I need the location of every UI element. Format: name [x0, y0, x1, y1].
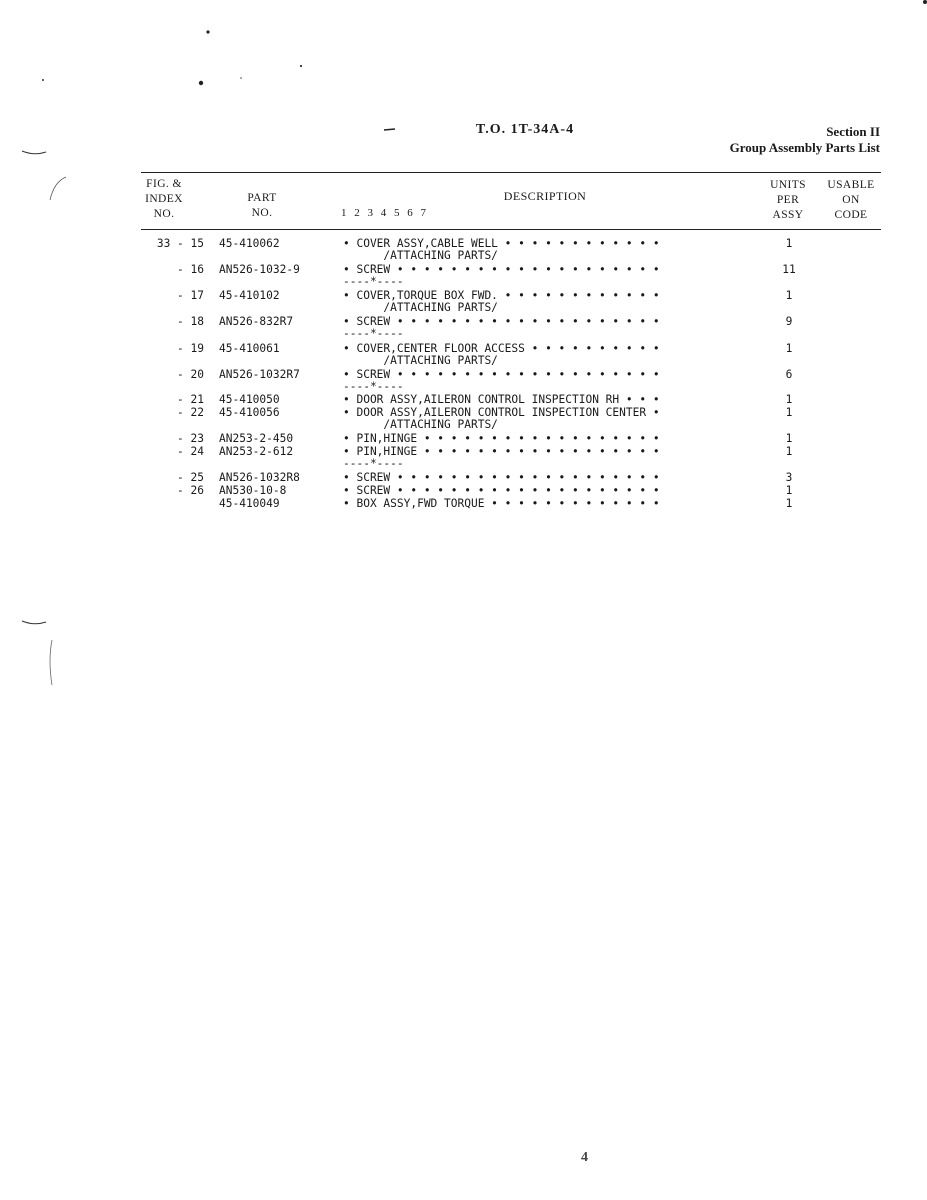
fig-index-cell: - 25: [177, 471, 204, 484]
part-number-cell: AN253-2-612: [219, 445, 294, 458]
description-cell: • PIN,HINGE • • • • • • • • • • • • • • • • • •: [343, 445, 660, 458]
fig-index-cell: - 22: [177, 406, 204, 419]
description-cell: • COVER,CENTER FLOOR ACCESS • • • • • • • • • •: [343, 342, 660, 355]
description-cell: • COVER ASSY,CABLE WELL • • • • • • • • • • • •: [343, 237, 660, 250]
fig-index-cell: - 16: [177, 263, 204, 276]
description-cell: ----*----: [343, 275, 404, 288]
usable-line-1: USABLE: [827, 179, 875, 191]
column-header-part: [226, 191, 298, 221]
description-cell: • SCREW • • • • • • • • • • • • • • • • • • • •: [343, 368, 660, 381]
usable-line-2: ON: [842, 194, 860, 206]
indent-level-digits: 1 2 3 4 5 6 7: [341, 207, 429, 219]
units-per-assy-cell: 1: [785, 237, 793, 250]
units-per-assy-cell: 1: [785, 484, 793, 497]
part-number-cell: AN530-10-8: [219, 484, 287, 497]
fig-index-cell: - 20: [177, 368, 204, 381]
part-number-cell: 45-410049: [219, 497, 280, 510]
page-title: T.O. 1T-34A-4: [475, 122, 575, 137]
units-line-1: UNITS: [770, 179, 806, 191]
description-cell: • PIN,HINGE • • • • • • • • • • • • • • • • • •: [343, 432, 660, 445]
fig-index-line-3: NO.: [153, 208, 175, 220]
units-per-assy-cell: 9: [785, 315, 793, 328]
description-cell: ----*----: [343, 380, 404, 393]
section-label: Section II: [826, 124, 880, 139]
part-line-2: NO.: [251, 207, 273, 219]
part-number-cell: 45-410056: [219, 406, 280, 419]
section-subtitle: Group Assembly Parts List: [729, 140, 880, 155]
part-number-cell: 45-410061: [219, 342, 280, 355]
description-cell: ----*----: [343, 457, 404, 470]
fig-index-line-1: FIG. &: [146, 178, 182, 190]
description-cell: • SCREW • • • • • • • • • • • • • • • • • • • •: [343, 471, 660, 484]
part-number-cell: AN526-1032R7: [219, 368, 300, 381]
table-top-rule: [141, 172, 881, 173]
fig-index-cell: - 18: [177, 315, 204, 328]
units-per-assy-cell: 6: [785, 368, 793, 381]
description-cell: • COVER,TORQUE BOX FWD. • • • • • • • • • • • •: [343, 289, 660, 302]
units-per-assy-cell: 1: [785, 342, 793, 355]
usable-line-3: CODE: [834, 209, 868, 221]
part-number-cell: AN253-2-450: [219, 432, 294, 445]
description-cell: • SCREW • • • • • • • • • • • • • • • • • • • •: [343, 263, 660, 276]
description-cell: • BOX ASSY,FWD TORQUE • • • • • • • • • • • • •: [343, 497, 660, 510]
fig-index-cell: - 21: [177, 393, 204, 406]
units-per-assy-cell: 1: [785, 393, 793, 406]
part-line-1: PART: [247, 192, 277, 204]
fig-index-line-2: INDEX: [145, 193, 183, 205]
fig-index-cell: - 26: [177, 484, 204, 497]
description-cell: /ATTACHING PARTS/: [343, 249, 498, 262]
units-line-3: ASSY: [772, 209, 804, 221]
units-per-assy-cell: 1: [785, 497, 793, 510]
fig-index-cell: - 23: [177, 432, 204, 445]
column-header-fig-index: [140, 177, 188, 222]
part-number-cell: AN526-832R7: [219, 315, 294, 328]
description-cell: ----*----: [343, 327, 404, 340]
units-per-assy-cell: 3: [785, 471, 793, 484]
fig-index-cell: - 24: [177, 445, 204, 458]
description-cell: • DOOR ASSY,AILERON CONTROL INSPECTION CENTER •: [343, 406, 660, 419]
description-cell: /ATTACHING PARTS/: [343, 354, 498, 367]
description-cell: • SCREW • • • • • • • • • • • • • • • • • • • •: [343, 315, 660, 328]
fig-index-cell: 33 - 15: [156, 237, 204, 250]
units-per-assy-cell: 11: [782, 263, 796, 276]
table-header-rule: [141, 229, 881, 230]
column-header-description: DESCRIPTION: [503, 189, 587, 203]
section-heading: [730, 124, 880, 156]
description-cell: • SCREW • • • • • • • • • • • • • • • • • • • •: [343, 484, 660, 497]
fig-index-cell: - 17: [177, 289, 204, 302]
part-number-cell: 45-410102: [219, 289, 280, 302]
column-header-usable: [820, 178, 882, 223]
description-cell: /ATTACHING PARTS/: [343, 301, 498, 314]
units-per-assy-cell: 1: [785, 445, 793, 458]
fig-index-cell: - 19: [177, 342, 204, 355]
units-per-assy-cell: 1: [785, 289, 793, 302]
column-header-units: [758, 178, 818, 223]
units-per-assy-cell: 1: [785, 406, 793, 419]
units-line-2: PER: [776, 194, 800, 206]
part-number-cell: AN526-1032-9: [219, 263, 300, 276]
description-cell: • DOOR ASSY,AILERON CONTROL INSPECTION RH • • •: [343, 393, 660, 406]
description-cell: /ATTACHING PARTS/: [343, 418, 498, 431]
page-mark: 4: [581, 1150, 588, 1165]
units-per-assy-cell: 1: [785, 432, 793, 445]
part-number-cell: AN526-1032R8: [219, 471, 300, 484]
part-number-cell: 45-410062: [219, 237, 280, 250]
part-number-cell: 45-410050: [219, 393, 280, 406]
